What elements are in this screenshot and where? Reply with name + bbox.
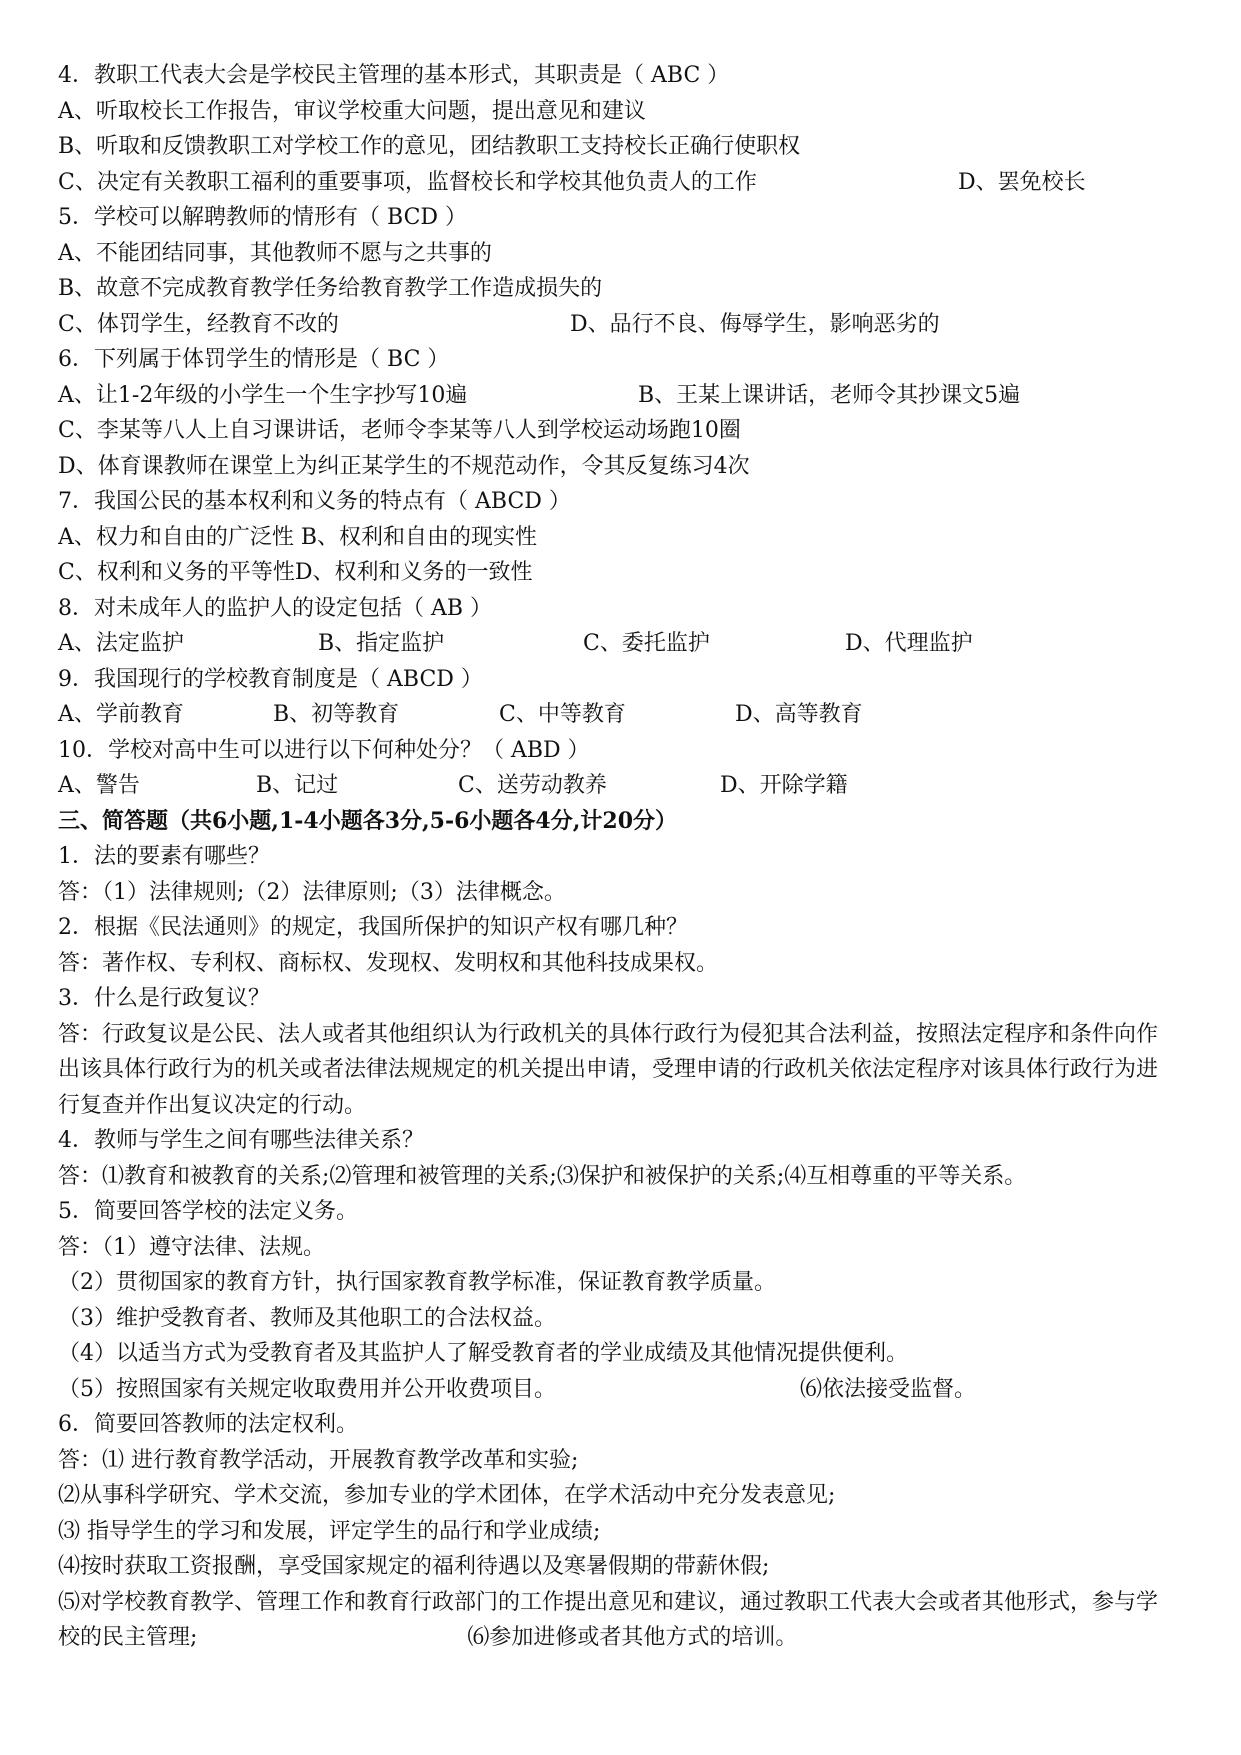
s6-answer-4: ⑷按时获取工资报酬，享受国家规定的福利待遇以及寒暑假期的带薪休假;	[58, 1554, 770, 1579]
q7-options-cd: C、权利和义务的平等性D、权利和义务的一致性	[58, 560, 533, 585]
q9-option-d: D、高等教育	[735, 702, 863, 727]
s5-answer-4: （4）以适当方式为受教育者及其监护人了解受教育者的学业成绩及其他情况提供便利。	[58, 1341, 908, 1366]
q9-option-b: B、初等教育	[273, 702, 400, 727]
q6-option-d: D、体育课教师在课堂上为纠正某学生的不规范动作，令其反复练习4次	[58, 453, 750, 479]
s5-question: 5．简要回答学校的法定义务。	[58, 1199, 358, 1224]
q9-option-c: C、中等教育	[499, 702, 626, 727]
s4-answer: 答：⑴教育和被教育的关系;⑵管理和被管理的关系;⑶保护和被保护的关系;⑷互相尊重的平等关系。	[58, 1163, 1027, 1189]
s5-answer-6: ⑹依法接受监督。	[800, 1376, 977, 1402]
s2-answer: 答：著作权、专利权、商标权、发现权、发明权和其他科技成果权。	[58, 950, 719, 976]
s6-answer-2: ⑵从事科学研究、学术交流，参加专业的学术团体，在学术活动中充分发表意见;	[58, 1483, 836, 1508]
q8-option-a: A、法定监护	[58, 631, 184, 656]
q10-option-a: A、警告	[58, 773, 140, 798]
q10-options	[58, 768, 1171, 804]
s5-answer-3: （3）维护受教育者、教师及其他职工的合法权益。	[58, 1305, 556, 1331]
s5-answer-1: 答：（1）遵守法律、法规。	[58, 1234, 325, 1260]
q6-option-a: A、让1-2年级的小学生一个生字抄写10遍	[58, 382, 468, 408]
q10-stem: 10．学校对高中生可以进行以下何种处分？（ ABD ）	[58, 737, 590, 763]
s1-answer: 答：（1）法律规则;（2）法律原则;（3）法律概念。	[58, 879, 566, 905]
q8-option-c: C、委托监护	[583, 631, 710, 656]
q4-options-cd	[58, 165, 1171, 201]
q10-option-b: B、记过	[256, 773, 339, 798]
s6-answer-5	[58, 1585, 1171, 1656]
s1-question: 1．法的要素有哪些？	[58, 844, 270, 869]
q5-option-c: C、体罚学生，经教育不改的	[58, 311, 339, 337]
q8-options	[58, 626, 1171, 662]
s4-question: 4．教师与学生之间有哪些法律关系？	[58, 1128, 424, 1153]
q6-options-ab	[58, 378, 1171, 414]
s3-answer: 答：行政复议是公民、法人或者其他组织认为行政机关的具体行政行为侵犯其合法利益，按照法定程序和条件向作出该具体行政行为的机关或者法律法规规定的机关提出申请，受理申请的行政机关依法定程序对该具体行政行为进行复查并作出复议决定的行动。	[58, 1021, 1159, 1118]
s6-question: 6．简要回答教师的法定权利。	[58, 1412, 358, 1437]
q8-stem: 8．对未成年人的监护人的设定包括（ AB ）	[58, 595, 493, 621]
s6-answer-6: ⑹参加进修或者其他方式的培训。	[467, 1625, 798, 1650]
s6-answer-3: ⑶ 指导学生的学习和发展，评定学生的品行和学业成绩;	[58, 1518, 601, 1544]
q7-stem: 7．我国公民的基本权利和义务的特点有（ ABCD ）	[58, 489, 571, 514]
s3-question: 3．什么是行政复议？	[58, 986, 270, 1011]
q9-options	[58, 697, 1171, 733]
q4-option-c: C、决定有关教职工福利的重要事项，监督校长和学校其他负责人的工作	[58, 169, 757, 195]
q8-option-d: D、代理监护	[845, 631, 973, 656]
q5-stem: 5．学校可以解聘教师的情形有（ BCD ）	[58, 205, 468, 230]
q9-option-a: A、学前教育	[58, 702, 184, 727]
s6-answer-1: 答：⑴ 进行教育教学活动，开展教育教学改革和实验;	[58, 1447, 579, 1473]
q10-option-c: C、送劳动教养	[458, 773, 607, 798]
s5-answer-2: （2）贯彻国家的教育方针，执行国家教育教学标准，保证教育教学质量。	[58, 1270, 776, 1295]
s6-answer-5-text: ⑸对学校教育教学、管理工作和教育行政部门的工作提出意见和建议，通过教职工代表大会或者其他形式，参与学校的民主管理;	[58, 1589, 1159, 1650]
section-heading: 三、简答题（共6小题,1-4小题各3分,5-6小题各4分,计20分）	[58, 807, 678, 834]
q4-option-a: A、听取校长工作报告，审议学校重大问题，提出意见和建议	[58, 98, 646, 124]
q5-option-a: A、不能团结同事，其他教师不愿与之共事的	[58, 240, 492, 266]
q5-options-cd	[58, 307, 1171, 343]
q6-stem: 6．下列属于体罚学生的情形是（ BC ）	[58, 347, 450, 372]
s5-answer-5: （5）按照国家有关规定收取费用并公开收费项目。	[58, 1376, 556, 1402]
s5-answer-5-6	[58, 1372, 1171, 1408]
q4-option-b: B、听取和反馈教职工对学校工作的意见，团结教职工支持校长正确行使职权	[58, 134, 801, 159]
q7-options-ab: A、权力和自由的广泛性 B、权利和自由的现实性	[58, 524, 538, 550]
q5-option-d: D、品行不良、侮辱学生，影响恶劣的	[570, 311, 940, 337]
s2-question: 2．根据《民法通则》的规定，我国所保护的知识产权有哪几种？	[58, 915, 688, 940]
q5-option-b: B、故意不完成教育教学任务给教育教学工作造成损失的	[58, 276, 603, 301]
q10-option-d: D、开除学籍	[720, 773, 848, 798]
q4-option-d: D、罢免校长	[958, 169, 1086, 195]
q9-stem: 9．我国现行的学校教育制度是（ ABCD ）	[58, 666, 483, 692]
q6-option-b: B、王某上课讲话，老师令其抄课文5遍	[638, 382, 1021, 408]
q4-stem: 4．教职工代表大会是学校民主管理的基本形式，其职责是（ ABC ）	[58, 63, 730, 88]
q6-option-c: C、李某等八人上自习课讲话，老师令李某等八人到学校运动场跑10圈	[58, 418, 741, 443]
q8-option-b: B、指定监护	[318, 631, 445, 656]
